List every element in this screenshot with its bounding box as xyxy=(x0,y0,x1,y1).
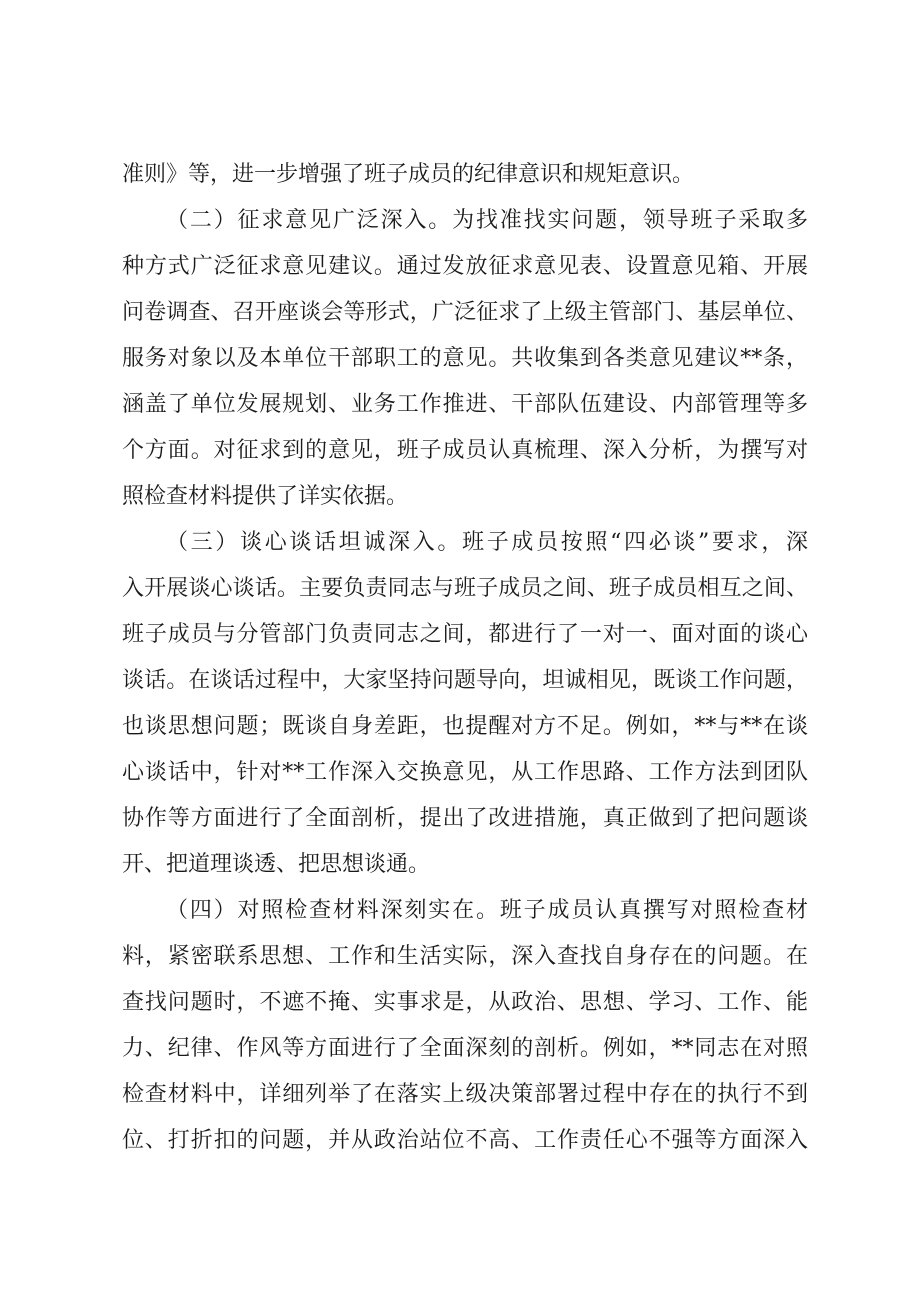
text-line: 照检查材料提供了详实依据。 xyxy=(122,484,409,509)
text-line: 心谈话中，针对**工作深入交换意见，从工作思路、工作方法到团队 xyxy=(122,760,808,785)
paragraph-heading-line: （三）谈心谈话坦诚深入。班子成员按照“四必谈”要求，深 xyxy=(166,530,808,555)
text-line: 协作等方面进行了全面剖析，提出了改进措施，真正做到了把问题谈 xyxy=(122,806,808,831)
paragraph-heading-line: （四）对照检查材料深刻实在。班子成员认真撰写对照检查材 xyxy=(166,898,808,923)
text-line: 种方式广泛征求意见建议。通过发放征求意见表、设置意见箱、开展 xyxy=(122,254,808,279)
text-line: 谈话。在谈话过程中，大家坚持问题导向，坦诚相见，既谈工作问题， xyxy=(122,668,808,693)
text-line: 服务对象以及本单位干部职工的意见。共收集到各类意见建议**条， xyxy=(122,346,808,371)
text-line: 个方面。对征求到的意见，班子成员认真梳理、深入分析，为撰写对 xyxy=(122,438,808,463)
document-body xyxy=(122,152,808,1164)
text-line: 力、纪律、作风等方面进行了全面深刻的剖析。例如，**同志在对照 xyxy=(122,1036,808,1061)
text-line: 涵盖了单位发展规划、业务工作推进、干部队伍建设、内部管理等多 xyxy=(122,392,808,417)
text-line: 入开展谈心谈话。主要负责同志与班子成员之间、班子成员相互之间、 xyxy=(122,576,808,601)
text-line: 开、把道理谈透、把思想谈通。 xyxy=(122,852,431,877)
text-line: 料，紧密联系思想、工作和生活实际，深入查找自身存在的问题。在 xyxy=(122,944,808,969)
text-line: 查找问题时，不遮不掩、实事求是，从政治、思想、学习、工作、能 xyxy=(122,990,808,1015)
text-line: 准则》等，进一步增强了班子成员的纪律意识和规矩意识。 xyxy=(122,162,695,187)
text-line: 问卷调查、召开座谈会等形式，广泛征求了上级主管部门、基层单位、 xyxy=(122,300,808,325)
text-line: 检查材料中，详细列举了在落实上级决策部署过程中存在的执行不到 xyxy=(122,1082,808,1107)
paragraph-heading-line: （二）征求意见广泛深入。为找准找实问题，领导班子采取多 xyxy=(166,208,808,233)
text-line: 班子成员与分管部门负责同志之间，都进行了一对一、面对面的谈心 xyxy=(122,622,808,647)
text-line: 也谈思想问题；既谈自身差距，也提醒对方不足。例如，**与**在谈 xyxy=(122,714,808,739)
text-line: 位、打折扣的问题，并从政治站位不高、工作责任心不强等方面深入 xyxy=(122,1128,808,1153)
